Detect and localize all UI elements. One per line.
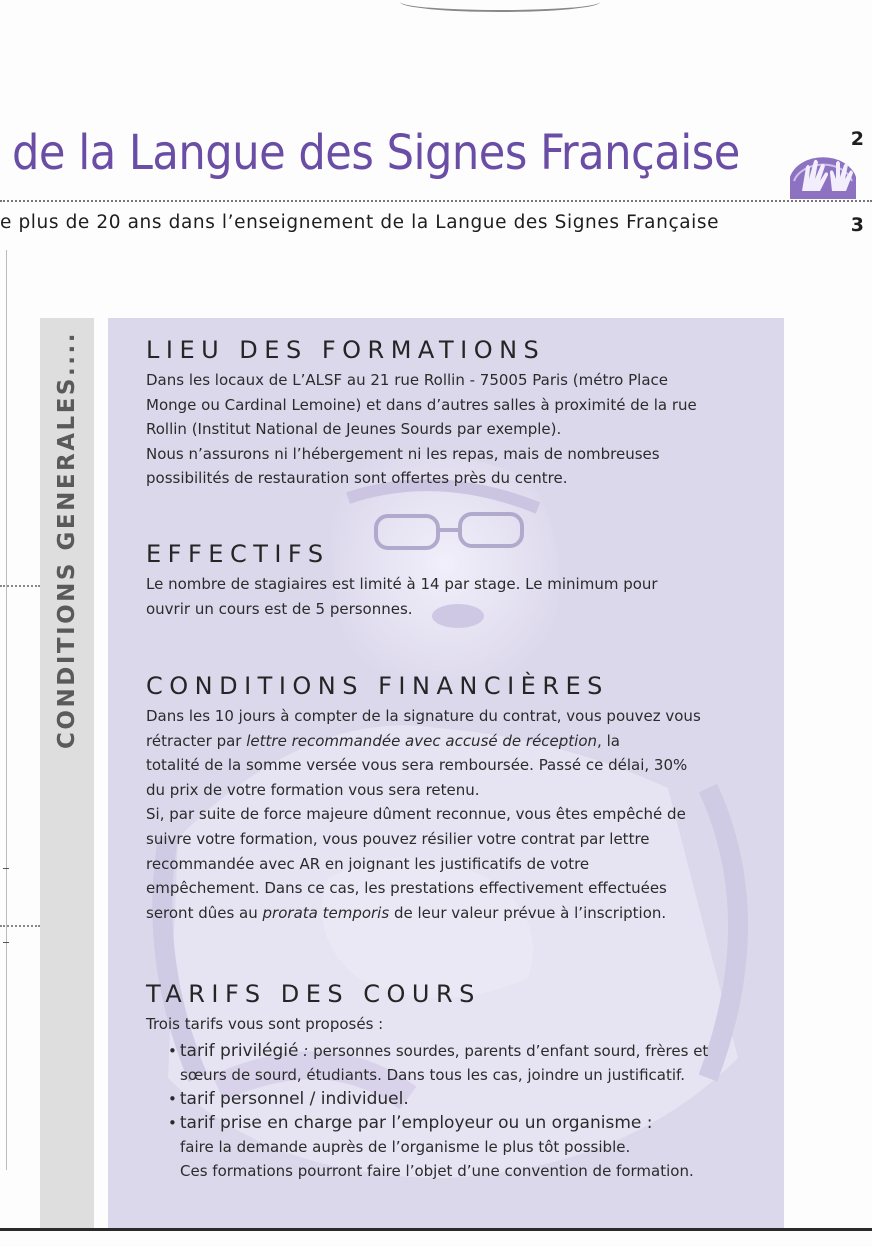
bullet-detail: faire la demande auprès de l’organisme le plus tôt possible. (180, 1137, 631, 1156)
text-line: du prix de votre formation vous sera retenu. (146, 780, 480, 799)
header-dotted-rule (0, 200, 872, 202)
text-line: totalité de la somme versée vous sera remboursée. Passé ce délai, 30% (146, 756, 688, 775)
list-item (168, 1111, 708, 1183)
margin-dotted-leader (0, 925, 40, 927)
list-item (168, 1087, 708, 1111)
page-number-top: 2 (850, 128, 864, 150)
section-heading: EFFECTIFS (146, 540, 330, 568)
text-line: , la (597, 731, 620, 750)
sidebar-label: CONDITIONS GENERALES.... (54, 331, 80, 749)
section-body (146, 572, 658, 621)
section-tarifs (146, 980, 708, 1183)
section-effectifs (146, 540, 658, 621)
page-subtitle: e plus de 20 ans dans l’enseignement de la Langue des Signes Française (0, 212, 720, 233)
bullet-detail: Ces formations pourront faire l’objet d’une convention de formation. (180, 1161, 694, 1180)
bullet-detail: sœurs de sourd, étudiants. Dans tous les cas, joindre un justificatif. (180, 1065, 685, 1084)
section-intro: Trois tarifs vous sont proposés : (146, 1015, 384, 1033)
text-line: Dans les 10 jours à compter de la signature du contrat, vous pouvez vous (146, 707, 701, 725)
list-item (168, 1039, 708, 1087)
text-line: suivre votre formation, vous pouvez résilier votre contrat par lettre (146, 829, 650, 848)
bottom-rule (0, 1228, 872, 1231)
text-line: Nous n’assurons ni l’hébergement ni les repas, mais de nombreuses (146, 444, 660, 463)
text-line: Le nombre de stagiaires est limité à 14 par stage. Le minimum pour (146, 575, 658, 593)
italic-text: lettre recommandée avec accusé de réception (246, 731, 598, 750)
text-line: empêchement. Dans ce cas, les prestations effectivement effectuées (146, 879, 667, 898)
bullet-head: tarif privilégié (179, 1040, 299, 1061)
margin-tick (3, 868, 9, 869)
text-line: Si, par suite de force majeure dûment reconnue, vous êtes empêché de (146, 805, 686, 824)
bullet-marker: • (168, 1041, 177, 1060)
text-line: Rollin (Institut National de Jeunes Sourds par exemple). (146, 420, 562, 439)
page-title: de la Langue des Signes Française (12, 125, 740, 181)
text-line: seront dûes au (146, 903, 263, 922)
text-line: possibilités de restauration sont offertes près du centre. (146, 469, 568, 488)
text-line: rétracter par (146, 731, 247, 750)
bullet-head-suffix: : (298, 1041, 314, 1060)
text-line: de leur valeur prévue à l’inscription. (389, 903, 667, 922)
page-edge-arc (400, 0, 600, 12)
section-body (146, 368, 697, 491)
section-heading: CONDITIONS FINANCIÈRES (146, 672, 609, 700)
margin-tick (3, 942, 9, 943)
bullet-marker: • (168, 1089, 177, 1108)
margin-dotted-leader (0, 585, 40, 587)
section-body (146, 704, 701, 925)
text-line: Monge ou Cardinal Lemoine) et dans d’autres salles à proximité de la rue (146, 395, 697, 414)
bullet-head: tarif personnel / individuel. (179, 1088, 409, 1109)
text-line: recommandée avec AR en joignant les justificatifs de votre (146, 854, 590, 873)
bullet-detail-inline: personnes sourdes, parents d’enfant sourd, frères et (313, 1041, 709, 1060)
bullet-marker: • (168, 1113, 177, 1132)
section-conditions-financieres (146, 672, 701, 925)
text-line: ouvrir un cours est de 5 personnes. (146, 599, 413, 618)
page-number-bottom: 3 (850, 214, 864, 236)
bullet-head: tarif prise en charge par l’employeur ou un organisme : (179, 1112, 653, 1133)
italic-text: prorata temporis (262, 903, 390, 922)
tarif-list (168, 1039, 708, 1183)
section-lieu (146, 336, 697, 491)
text-line: Dans les locaux de L’ALSF au 21 rue Rollin - 75005 Paris (métro Place (146, 371, 669, 389)
section-heading: LIEU DES FORMATIONS (146, 336, 546, 364)
binding-margin-line (6, 250, 7, 1170)
signing-hands-logo-icon (784, 143, 862, 199)
section-heading: TARIFS DES COURS (146, 980, 481, 1008)
